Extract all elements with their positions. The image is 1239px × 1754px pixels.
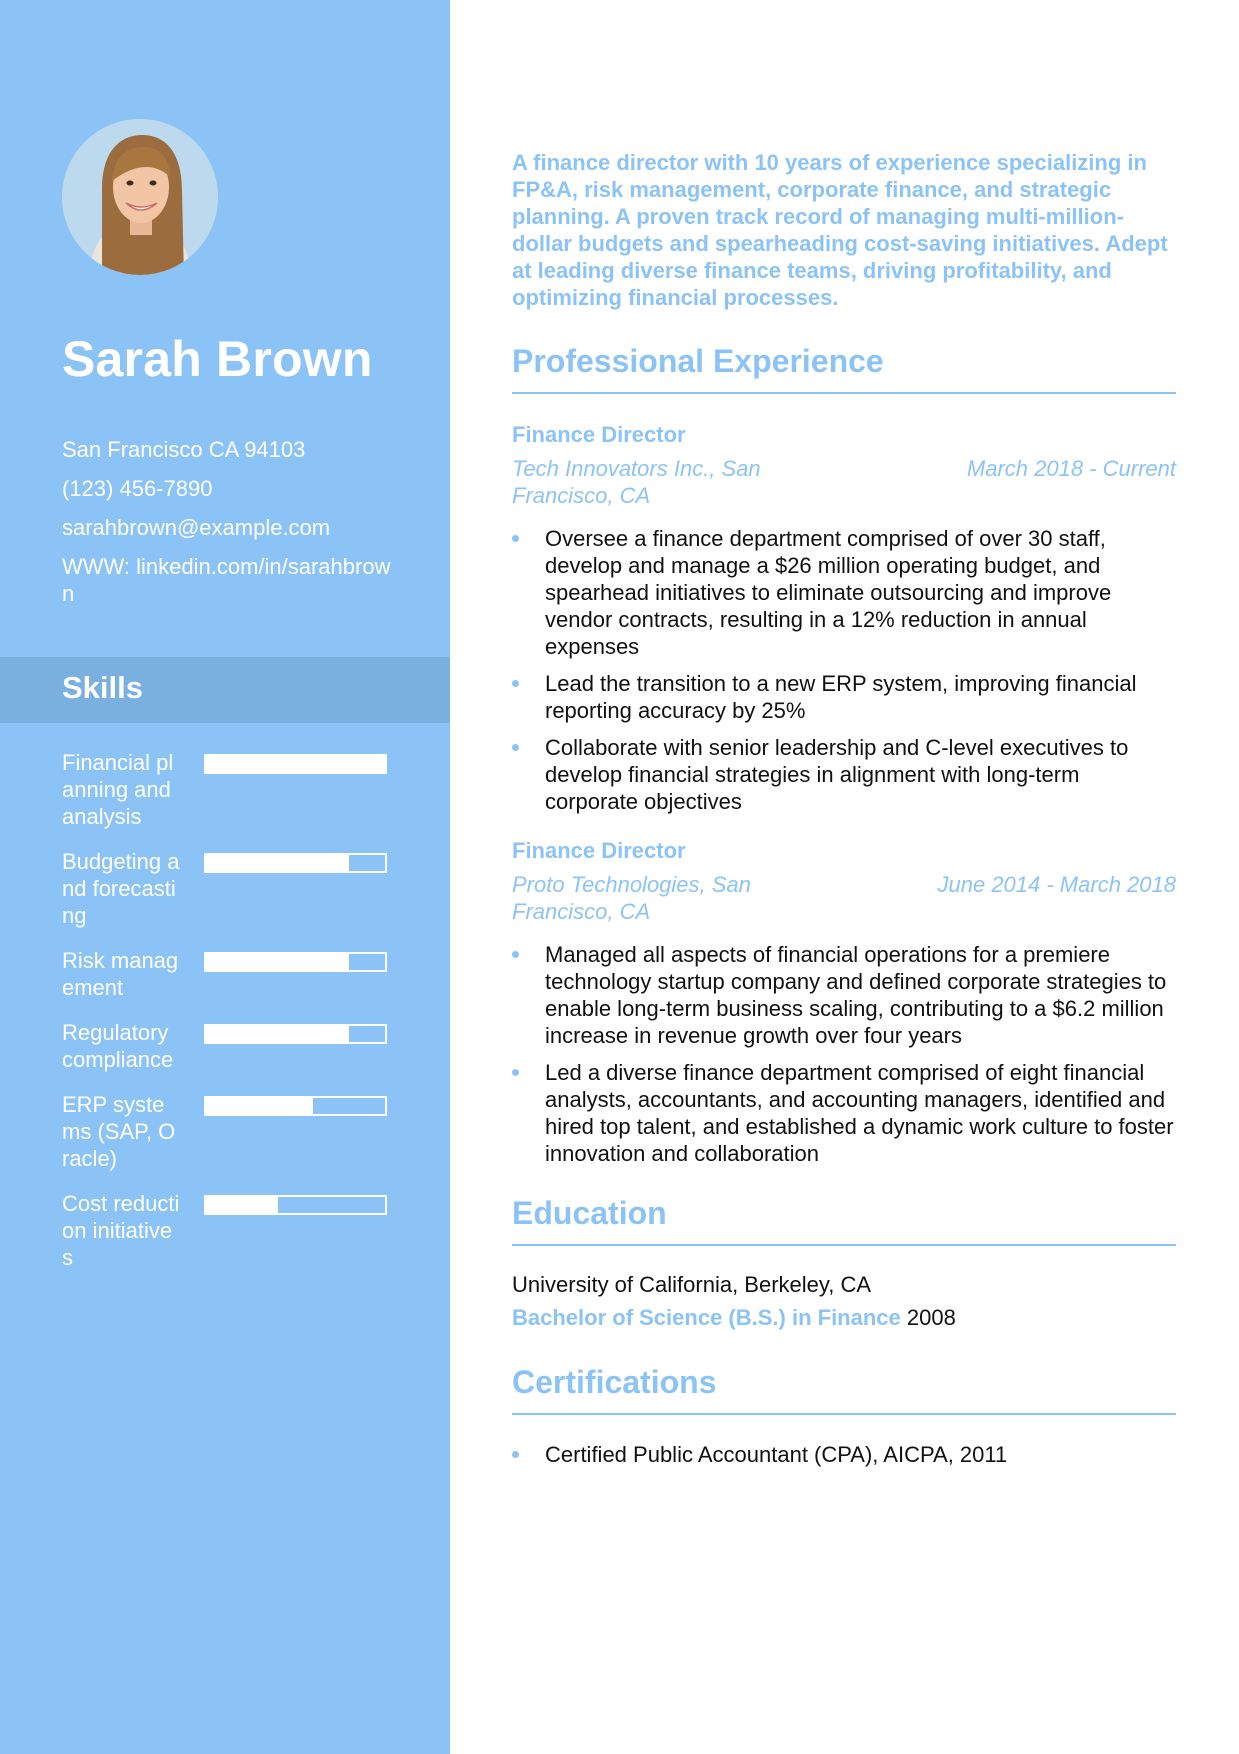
skill-item xyxy=(62,947,392,1001)
skill-item xyxy=(62,1019,392,1073)
job-title: Finance Director xyxy=(512,422,686,447)
skill-level-bar xyxy=(204,1096,387,1116)
skill-item xyxy=(62,749,392,830)
skill-level-fill xyxy=(206,1197,278,1213)
job-dates: March 2018 - Current xyxy=(966,456,1176,481)
education-entry xyxy=(512,1271,1176,1331)
email[interactable]: sarahbrown@example.com xyxy=(62,515,331,540)
education-degree-line xyxy=(512,1304,1176,1331)
education-degree: Bachelor of Science (B.S.) in Finance xyxy=(512,1305,901,1330)
skill-level-bar xyxy=(204,754,387,774)
skill-level-bar xyxy=(204,1024,387,1044)
education-section-title: Education xyxy=(512,1195,1176,1246)
phone[interactable]: (123) 456-7890 xyxy=(62,476,213,501)
job-meta xyxy=(512,455,1176,509)
skill-level-fill xyxy=(206,756,385,772)
candidate-name: Sarah Brown xyxy=(62,331,373,387)
skill-label: Regulatory compliance xyxy=(62,1020,174,1072)
professional-summary: A finance director with 10 years of experience specializing in FP&A, risk management, corporate finance, and strategic planning. A proven track record of managing multi-million-dollar budgets and spearheading cost-saving initiatives. Adept at leading diverse finance teams, driving profitability, and optimizing financial processes. xyxy=(512,150,1168,310)
job-bullet: Managed all aspects of financial operations for a premiere technology startup company and defined corporate strategies to enable long-term business scaling, contributing to a $6.2 million increase in revenue growth over four years xyxy=(512,941,1176,1049)
portrait-photo xyxy=(62,119,218,275)
certifications-section-title: Certifications xyxy=(512,1364,1176,1415)
job-bullet: Lead the transition to a new ERP system, improving financial reporting accuracy by 25% xyxy=(512,670,1176,724)
skill-level-fill xyxy=(206,1098,313,1114)
job-company: Proto Technologies, San Francisco, CA xyxy=(512,872,751,924)
skill-level-bar xyxy=(204,1195,387,1215)
education-year: 2008 xyxy=(906,1305,956,1330)
skill-level-bar xyxy=(204,853,387,873)
job-bullets xyxy=(512,941,1176,1167)
skill-label: Risk management xyxy=(62,948,179,1000)
skills-title: Skills xyxy=(62,670,143,705)
certification-item: Certified Public Accountant (CPA), AICPA, 2011 xyxy=(512,1441,1176,1468)
skill-label: Budgeting and forecasting xyxy=(62,849,180,928)
skill-level-bar xyxy=(204,952,387,972)
job-entry xyxy=(512,837,1176,1177)
skill-level-fill xyxy=(206,855,349,871)
skill-level-fill xyxy=(206,954,349,970)
job-meta xyxy=(512,871,1176,925)
job-entry xyxy=(512,421,1176,825)
skills-list xyxy=(62,749,392,1289)
job-bullets xyxy=(512,525,1176,815)
job-bullet: Collaborate with senior leadership and C-level executives to develop financial strategies in alignment with long-term corporate objectives xyxy=(512,734,1176,815)
sidebar xyxy=(0,0,450,1754)
skill-item xyxy=(62,1190,392,1271)
certifications-list xyxy=(512,1441,1176,1478)
website-link[interactable]: WWW: linkedin.com/in/sarahbrown xyxy=(62,554,391,606)
skill-label: Financial planning and analysis xyxy=(62,750,174,829)
job-dates: June 2014 - March 2018 xyxy=(937,872,1176,897)
avatar xyxy=(62,119,218,275)
job-title: Finance Director xyxy=(512,838,686,863)
education-school: University of California, Berkeley, CA xyxy=(512,1272,872,1297)
skill-item xyxy=(62,848,392,929)
skill-level-fill xyxy=(206,1026,349,1042)
address: San Francisco CA 94103 xyxy=(62,437,306,462)
skill-label: ERP systems (SAP, Oracle) xyxy=(62,1092,176,1171)
job-company: Tech Innovators Inc., San Francisco, CA xyxy=(512,456,761,508)
skill-label: Cost reduction initiatives xyxy=(62,1191,180,1270)
contact-info xyxy=(62,436,392,619)
experience-section-title: Professional Experience xyxy=(512,343,1176,394)
job-bullet: Oversee a finance department comprised of over 30 staff, develop and manage a $26 million operating budget, and spearhead initiatives to eliminate outsourcing and improve vendor contracts, resulting in a 12% reduction in annual expenses xyxy=(512,525,1176,660)
skill-item xyxy=(62,1091,392,1172)
job-bullet: Led a diverse finance department comprised of eight financial analysts, accountants, and accounting managers, identified and hired top talent, and established a dynamic work culture to foster innovation and collaboration xyxy=(512,1059,1176,1167)
